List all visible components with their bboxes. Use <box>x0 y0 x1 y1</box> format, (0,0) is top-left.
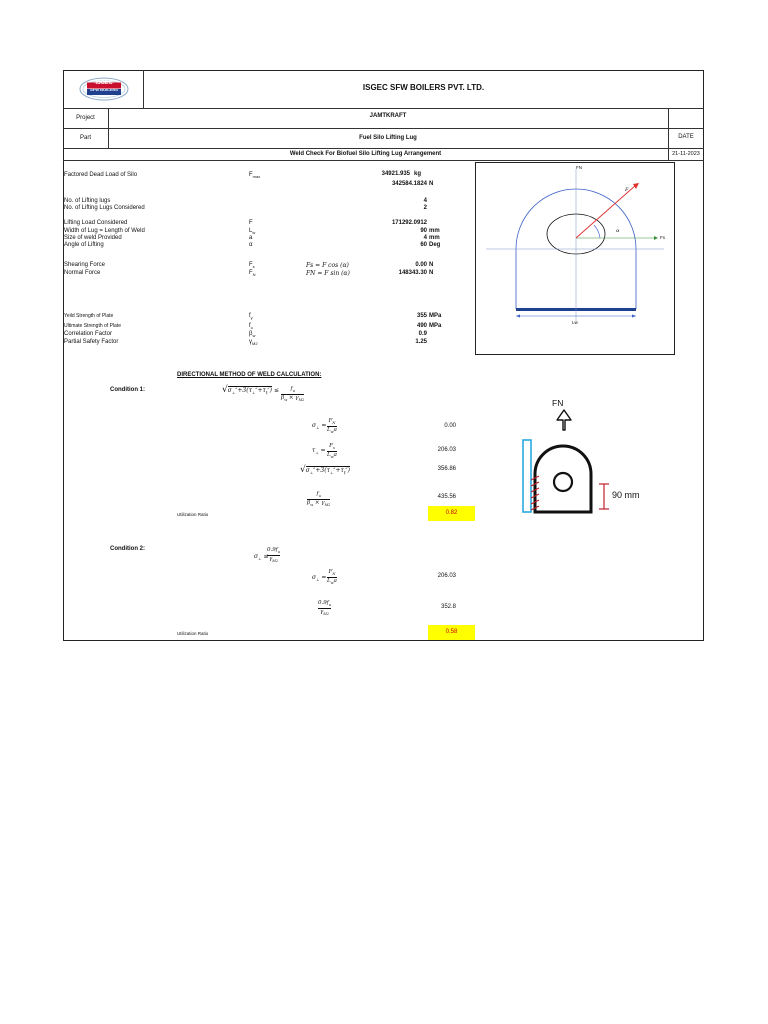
label-width-lug: Width of Lug = Length of Weld <box>64 228 145 234</box>
condition1-label: Condition 1: <box>110 387 145 393</box>
fraction-tau-perp: $F_s$ $L_wa$ <box>327 443 337 460</box>
symbol-fn: $F_N$ <box>249 270 256 278</box>
value-weld-size: 4 <box>423 235 427 241</box>
c1-value-combined: 356.86 <box>437 466 456 472</box>
unit-deg: Deg <box>429 242 441 248</box>
label-safety-factor: Partial Safety Factor <box>64 339 119 345</box>
title-rule <box>63 160 704 161</box>
label-lugs-considered: No. of Lifting Lugs Considered <box>64 205 145 211</box>
logo-text-bottom: SFW BOILERS <box>90 87 118 92</box>
part-label: Part <box>79 135 91 141</box>
symbol-lw: $L_w$ <box>249 228 256 236</box>
c1-value-allowable: 435.56 <box>437 494 456 500</box>
sheet-title: Weld Check For Biofuel Silo Lifting Lug Arrangement <box>289 151 442 157</box>
formula-shearing: Fs = F cos (α) <box>306 262 349 269</box>
label-correlation-factor: Correlation Factor <box>64 331 113 337</box>
formula-tau-perp: $\tau_\perp$ = <box>312 447 326 456</box>
label-normal-force: Normal Force <box>64 270 101 276</box>
unit-n-normal: N <box>429 270 434 276</box>
value-correlation-factor: 0.9 <box>418 331 427 337</box>
symbol-beta: $\beta_w$ <box>249 331 256 339</box>
symbol-fu: $f_u$ <box>249 323 253 331</box>
c2-value-allowable: 352.8 <box>440 604 456 610</box>
fraction-sigma-perp-c2: $F_N$ $L_wa$ <box>327 569 337 586</box>
formula-combined-stress: $√\sigma_\perp^2+3(\tau_\perp^2+\tau_\parallel^2)$ <box>300 465 350 476</box>
lug-geometry-diagram <box>475 162 675 355</box>
c1-ratio-value: 0.82 <box>445 510 458 516</box>
value-lifting-load: 171292.0912 <box>391 220 427 226</box>
value-ultimate-strength: 490 <box>416 323 427 329</box>
unit-mpa-fu: MPa <box>429 323 442 329</box>
weld-fn-label: FN <box>552 398 564 408</box>
value-width-lug: 90 <box>420 228 427 234</box>
weld-detail-diagram <box>515 392 655 520</box>
label-fn-top: FN <box>576 165 582 170</box>
project-rule <box>63 128 704 129</box>
fraction-sigma-perp: $F_N$ $L_wa$ <box>327 418 337 435</box>
unit-mpa-fy: MPa <box>429 313 442 319</box>
label-no-lugs: No. of Lifting lugs <box>64 198 111 204</box>
label-angle: Angle of Lifting <box>64 242 104 248</box>
logo-text-top: ISGEC <box>95 79 113 86</box>
unit-mm: mm <box>429 228 440 234</box>
method-title: DIRECTIONAL METHOD OF WELD CALCULATION: <box>177 372 322 378</box>
condition2-criterion-fraction: $0.9f_u$ $\gamma_{M2}$ <box>267 547 281 564</box>
unit-mm-weld: mm <box>429 235 440 241</box>
value-no-lugs: 4 <box>423 198 427 204</box>
part-rule <box>63 148 704 149</box>
symbol-fs: $F_s$ <box>249 262 255 270</box>
label-fs-axis: Fs <box>660 235 665 240</box>
label-ultimate-strength: Ultimate Strength of Plate <box>64 323 121 329</box>
formula-sigma-perp-c2: $\sigma_\perp$ = <box>312 574 327 583</box>
value-shearing-force: 0.00 <box>415 262 427 268</box>
project-value: JAMTKRAFT <box>369 113 407 119</box>
value-safety-factor: 1.25 <box>415 339 427 345</box>
symbol-gamma: $\gamma_{M2}$ <box>249 339 258 347</box>
value-load-newton: 342584.1824 <box>391 181 427 187</box>
formula-normal: FN = F sin (α) <box>306 270 350 277</box>
unit-kg: kg <box>414 171 422 177</box>
c2-ratio-value: 0.58 <box>445 629 458 635</box>
c2-ratio-label: Utilization Ratio <box>177 631 209 636</box>
formula-sigma-perp: $\sigma_\perp$ = <box>312 422 327 431</box>
symbol-fy: $f_y$ <box>249 313 253 321</box>
label-weld-size: Size of weld Provided <box>64 235 122 241</box>
part-value: Fuel Silo Lifting Lug <box>359 135 417 141</box>
weld-dimension-label: 90 mm <box>612 490 640 500</box>
label-shearing-force: Shearing Force <box>64 262 106 268</box>
label-f-arrow: F <box>625 187 629 193</box>
c1-value-sigma: 0.00 <box>444 423 456 429</box>
label-alpha: α <box>616 228 620 234</box>
condition2-criterion: $\sigma_\perp$ ≤ <box>254 553 269 562</box>
condition1-criterion-fraction: $f_u$ $\beta_w \times \gamma_{M2}$ <box>281 386 305 403</box>
label-lifting-load: Lifting Load Considered <box>64 220 128 226</box>
c1-value-tau: 206.03 <box>437 447 456 453</box>
symbol-a: a <box>249 235 253 241</box>
header-rule <box>63 108 704 109</box>
label-yield-strength: Yeild Strength of Plate <box>64 313 114 319</box>
date-value: 21-11-2023 <box>672 151 700 157</box>
unit-n: N <box>429 181 434 187</box>
value-angle: 60 <box>420 242 427 248</box>
project-label: Project <box>76 115 95 121</box>
value-factored-load: 34921.935 <box>381 171 410 177</box>
c1-ratio-label: Utilization Ratio <box>177 512 209 517</box>
value-normal-force: 148343.30 <box>398 270 427 276</box>
condition2-label: Condition 2: <box>110 546 145 552</box>
c2-value-sigma: 206.03 <box>437 573 456 579</box>
label-factored-load: Factored Dead Load of Silo <box>64 172 138 178</box>
fraction-allowable-c1: $f_u$ $\beta_w \times \gamma_{M2}$ <box>307 491 331 508</box>
condition1-criterion: $√\sigma_\perp^2+3(\tau_\perp^2+\tau_\parallel^2)$ ≤ <box>222 385 279 396</box>
value-yield-strength: 355 <box>416 313 427 319</box>
symbol-f: F <box>249 220 253 226</box>
symbol-alpha: α <box>249 242 253 248</box>
date-label: DATE <box>678 134 694 140</box>
symbol-fmax: $F_{max}$ <box>249 172 261 180</box>
value-lugs-considered: 2 <box>423 205 427 211</box>
fraction-allowable-c2: $0.9f_u$ $\gamma_{M2}$ <box>318 600 332 617</box>
unit-n-shear: N <box>429 262 434 268</box>
company-name: ISGEC SFW BOILERS PVT. LTD. <box>362 83 485 92</box>
label-lw: Lw <box>572 320 578 325</box>
